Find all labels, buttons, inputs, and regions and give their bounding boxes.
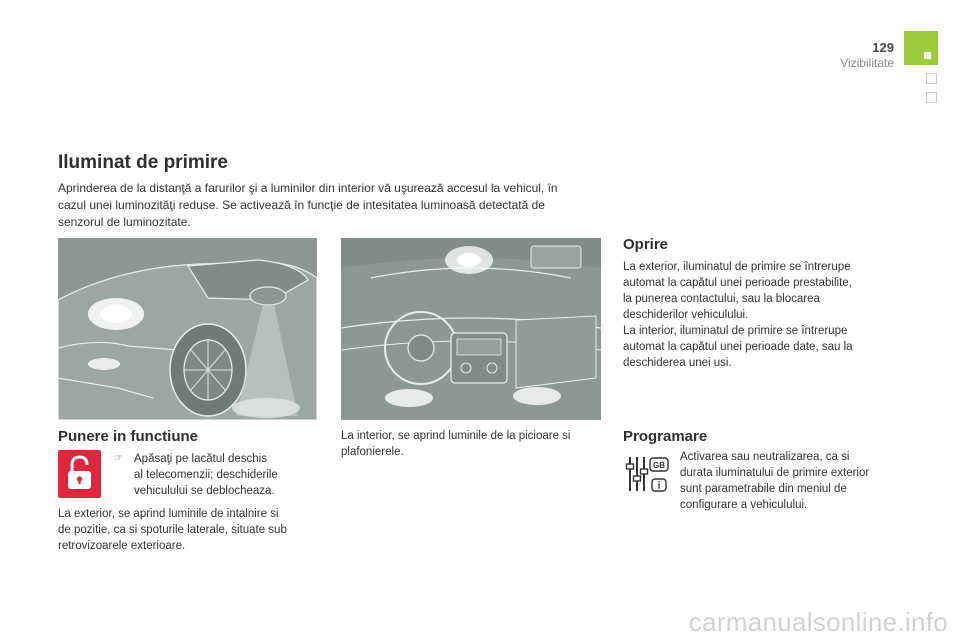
activation-step-line: Apăsaţi pe lacătul deschis — [134, 453, 267, 465]
text-line: de pozitie, ca si spoturile laterale, situate sub — [58, 524, 287, 536]
text-line: La interior, se aprind luminile de la picioare si — [341, 430, 571, 442]
text-line: La exterior, iluminatul de primire se întrerupe — [623, 261, 851, 273]
activation-heading: Punere in functiune — [58, 428, 199, 445]
text-line: automat la capătul unei perioade date, sau la — [623, 341, 853, 353]
text-line: deschiderilor vehiculului. — [623, 309, 749, 321]
section-tab[interactable] — [926, 73, 937, 84]
activation-step-line: vehiculului se deblocheaza. — [134, 485, 275, 497]
text-line: Activarea sau neutralizarea, ca si — [680, 451, 850, 463]
unlocked-padlock-icon — [58, 450, 101, 498]
page-title: Iluminat de primire — [58, 152, 228, 173]
bullet-marker: ☞ — [114, 453, 123, 464]
interior-dashboard-illustration — [341, 238, 601, 420]
page-number: 129 — [872, 40, 894, 55]
text-line: durata iluminatului de primire exterior — [680, 467, 870, 479]
activation-exterior-text — [58, 506, 287, 554]
section-tab-active[interactable] — [904, 31, 938, 65]
programming-text — [680, 449, 869, 513]
section-name: Vizibilitate — [840, 56, 894, 70]
activation-step-line: al telecomenzii; deschiderile — [134, 469, 278, 481]
text-line: deschiderea unei usi. — [623, 357, 732, 369]
text-line: La interior, iluminatul de primire se întrerupe — [623, 325, 848, 337]
stop-text — [623, 259, 853, 371]
configuration-menu-icon — [624, 454, 670, 494]
text-line: configurare a vehiculului. — [680, 499, 808, 511]
language-label: GB — [653, 461, 665, 470]
text-line: retrovizoarele exterioare. — [58, 540, 186, 552]
text-line: sunt parametrabile din meniul de — [680, 483, 847, 495]
activation-step — [134, 451, 278, 499]
text-line: automat la capătul unei perioade prestabilite, — [623, 277, 852, 289]
interior-caption — [341, 428, 570, 460]
info-label: i — [657, 480, 661, 492]
stop-heading: Oprire — [623, 236, 669, 253]
exterior-car-illustration — [58, 238, 317, 420]
programming-heading: Programare — [623, 428, 708, 445]
text-line: la punerea contactului, sau la blocarea — [623, 293, 820, 305]
text-line: La exterior, se aprind luminile de intalnire si — [58, 508, 279, 520]
intro-text: Aprinderea de la distanţă a farurilor şi a luminilor din interior vă uşurează accesul la vehicul, în cazul unei luminozităţi reduse. Se activează în funcţie de intesitatea luminoasă detectată de senzorul de luminozitate. — [58, 181, 558, 229]
text-line: plafonierele. — [341, 446, 404, 458]
watermark: carmanualsonline.info — [688, 607, 948, 637]
section-tab[interactable] — [926, 92, 937, 103]
